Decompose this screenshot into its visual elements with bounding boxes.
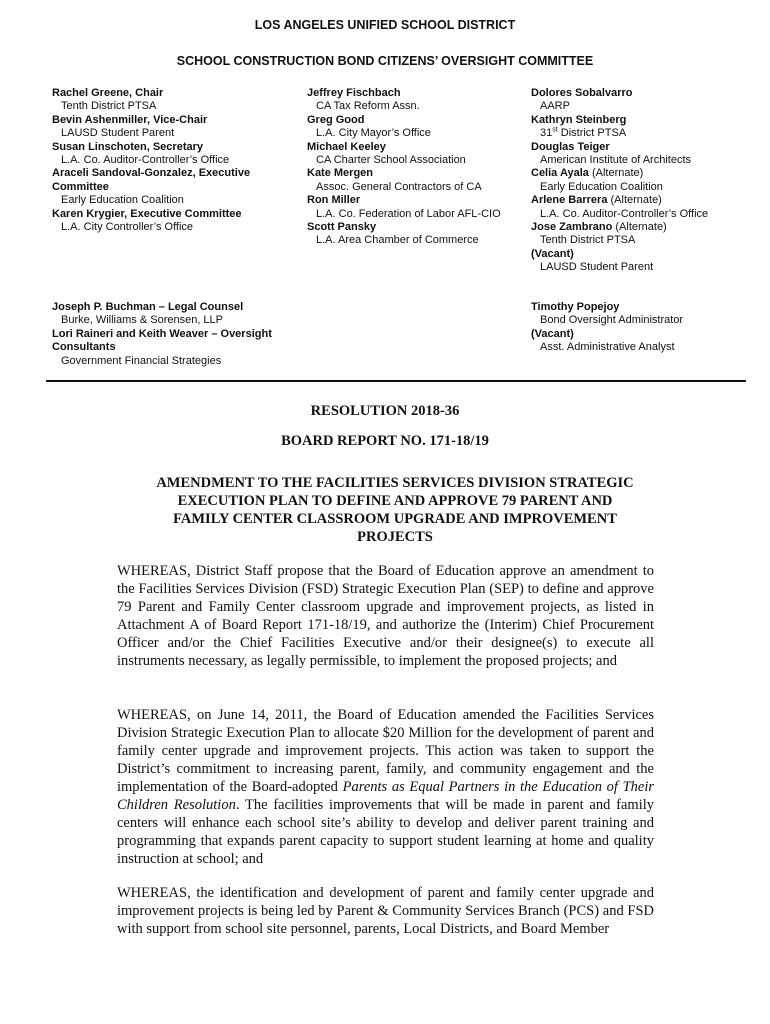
member-name: Celia Ayala bbox=[531, 167, 589, 180]
header-divider bbox=[46, 380, 746, 382]
member-entry bbox=[52, 87, 267, 114]
member-entry bbox=[307, 114, 527, 141]
staff-column-right bbox=[531, 301, 741, 355]
member-name: (Vacant) bbox=[531, 247, 574, 260]
member-name: Rachel Greene, Chair bbox=[52, 87, 164, 99]
member-entry bbox=[531, 141, 741, 168]
member-affiliation: L.A. City Controller’s Office bbox=[61, 221, 194, 234]
staff-name: Timothy Popejoy bbox=[531, 301, 620, 313]
staff-entry bbox=[531, 301, 741, 328]
whereas-paragraph-3: WHEREAS, the identification and development of parent and family center upgrade and improvement projects is being led by Parent & Community Services Branch (PCS) and FSD with support from school site personnel, parents, Local Districts, and Board Member bbox=[117, 885, 654, 937]
member-affiliation: CA Charter School Association bbox=[316, 154, 466, 167]
members-column-2 bbox=[307, 87, 527, 248]
staff-column-left bbox=[52, 301, 292, 368]
member-name: Dolores Sobalvarro bbox=[531, 87, 633, 99]
member-affiliation: Tenth District PTSA bbox=[61, 100, 157, 113]
member-entry bbox=[531, 221, 741, 248]
resolution-title: AMENDMENT TO THE FACILITIES SERVICES DIVISION STRATEGIC EXECUTION PLAN TO DEFINE AND APPROVE 79 PARENT AND FAMILY CENTER CLASSROOM UPGRADE AND IMPROVEMENT PROJECTS bbox=[156, 475, 634, 545]
member-name: Greg Good bbox=[307, 113, 365, 126]
member-affiliation: 31st District PTSA bbox=[540, 126, 627, 140]
member-entry bbox=[307, 87, 527, 114]
alternate-note: (Alternate) bbox=[607, 194, 662, 207]
member-name: Jose Zambrano bbox=[531, 221, 613, 234]
resolution-name-italic: Parents as Equal Partners in the Education of Their Children Resolution bbox=[117, 779, 655, 813]
staff-affiliation: Government Financial Strategies bbox=[61, 354, 222, 367]
district-header: LOS ANGELES UNIFIED SCHOOL DISTRICT bbox=[254, 18, 516, 32]
member-entry bbox=[52, 208, 267, 235]
member-name: Scott Pansky bbox=[307, 221, 377, 234]
member-name: Kathryn Steinberg bbox=[531, 113, 627, 126]
member-entry bbox=[531, 194, 741, 221]
member-name: Jeffrey Fischbach bbox=[307, 87, 401, 99]
staff-name: Joseph P. Buchman – Legal Counsel bbox=[52, 301, 244, 313]
member-entry bbox=[307, 194, 527, 221]
member-entry bbox=[307, 167, 527, 194]
member-entry bbox=[307, 221, 527, 248]
staff-affiliation: Asst. Administrative Analyst bbox=[540, 341, 675, 354]
member-affiliation: L.A. Co. Federation of Labor AFL-CIO bbox=[316, 207, 501, 220]
member-affiliation: Tenth District PTSA bbox=[540, 234, 636, 247]
member-entry bbox=[307, 141, 527, 168]
member-affiliation: LAUSD Student Parent bbox=[540, 261, 654, 274]
member-affiliation: CA Tax Reform Assn. bbox=[316, 100, 420, 113]
whereas-paragraph-2: WHEREAS, on June 14, 2011, the Board of Education amended the Facilities Services Division Strategic Execution Plan to allocate $20 Million for the development of parent and family center upgrade and improvement projects. This action was taken to support the District’s commitment to increasing parent, family, and community engagement and the implementation of the Board-adopted Parents as Equal Partners in the Education of Their Children Resolution. The facilities improvements that will be made in parent and family centers will enhance each school site’s ability to develop and deliver parent training and programming that expands parent capacity to support student learning at home and quality instruction at school; and bbox=[117, 707, 655, 867]
member-entry bbox=[52, 167, 267, 207]
members-column-1 bbox=[52, 87, 267, 234]
member-affiliation: Early Education Coalition bbox=[61, 194, 184, 207]
staff-entry bbox=[52, 328, 292, 368]
staff-entry bbox=[531, 328, 741, 355]
members-column-3 bbox=[531, 87, 741, 275]
member-affiliation: LAUSD Student Parent bbox=[61, 127, 175, 140]
board-report-number: BOARD REPORT NO. 171-18/19 bbox=[281, 433, 489, 449]
member-entry bbox=[531, 248, 741, 275]
alternate-note: (Alternate) bbox=[588, 167, 644, 180]
staff-affiliation: Burke, Williams & Sorensen, LLP bbox=[61, 314, 224, 327]
resolution-number: RESOLUTION 2018-36 bbox=[310, 403, 460, 419]
whereas-paragraph-1: WHEREAS, District Staff propose that the Board of Education approve an amendment to the Facilities Services Division (FSD) Strategic Execution Plan (SEP) to define and approve 79 Parent and Family Center classroom upgrade and improvement projects, as listed in Attachment A of Board Report 171-18/19, and authorize the (Interim) Chief Procurement Officer and/or the Chief Facilities Executive and/or their designee(s) to execute all instruments necessary, as legally permissible, to implement the proposed projects; and bbox=[117, 563, 654, 669]
member-affiliation: Early Education Coalition bbox=[540, 180, 663, 193]
member-name: Michael Keeley bbox=[307, 140, 386, 153]
member-name: Araceli Sandoval-Gonzalez, Executive Committee bbox=[52, 167, 251, 193]
member-affiliation: L.A. Co. Auditor-Controller’s Office bbox=[540, 207, 709, 220]
staff-entry bbox=[52, 301, 292, 328]
member-entry bbox=[52, 141, 267, 168]
member-name: Arlene Barrera bbox=[531, 194, 608, 207]
member-name: Karen Krygier, Executive Committee bbox=[52, 207, 242, 220]
member-entry bbox=[52, 114, 267, 141]
member-name: Kate Mergen bbox=[307, 167, 374, 180]
committee-header: SCHOOL CONSTRUCTION BOND CITIZENS’ OVERSIGHT COMMITTEE bbox=[176, 54, 594, 68]
member-affiliation: Assoc. General Contractors of CA bbox=[316, 180, 482, 193]
staff-name: (Vacant) bbox=[531, 327, 574, 340]
member-entry bbox=[531, 167, 741, 194]
staff-affiliation: Bond Oversight Administrator bbox=[540, 314, 684, 327]
member-name: Bevin Ashenmiller, Vice-Chair bbox=[52, 113, 208, 126]
staff-name: Lori Raineri and Keith Weaver – Oversight Consultants bbox=[52, 327, 272, 354]
member-entry bbox=[531, 114, 741, 141]
member-affiliation: L.A. Co. Auditor-Controller’s Office bbox=[61, 154, 230, 167]
member-affiliation: American Institute of Architects bbox=[540, 154, 692, 167]
alternate-note: (Alternate) bbox=[612, 221, 667, 234]
member-name: Douglas Teiger bbox=[531, 140, 610, 153]
member-affiliation: L.A. Area Chamber of Commerce bbox=[316, 234, 479, 247]
member-affiliation: L.A. City Mayor’s Office bbox=[316, 127, 431, 140]
member-name: Susan Linschoten, Secretary bbox=[52, 140, 203, 153]
member-entry bbox=[531, 87, 741, 114]
member-name: Ron Miller bbox=[307, 194, 361, 207]
member-affiliation: AARP bbox=[540, 100, 570, 113]
